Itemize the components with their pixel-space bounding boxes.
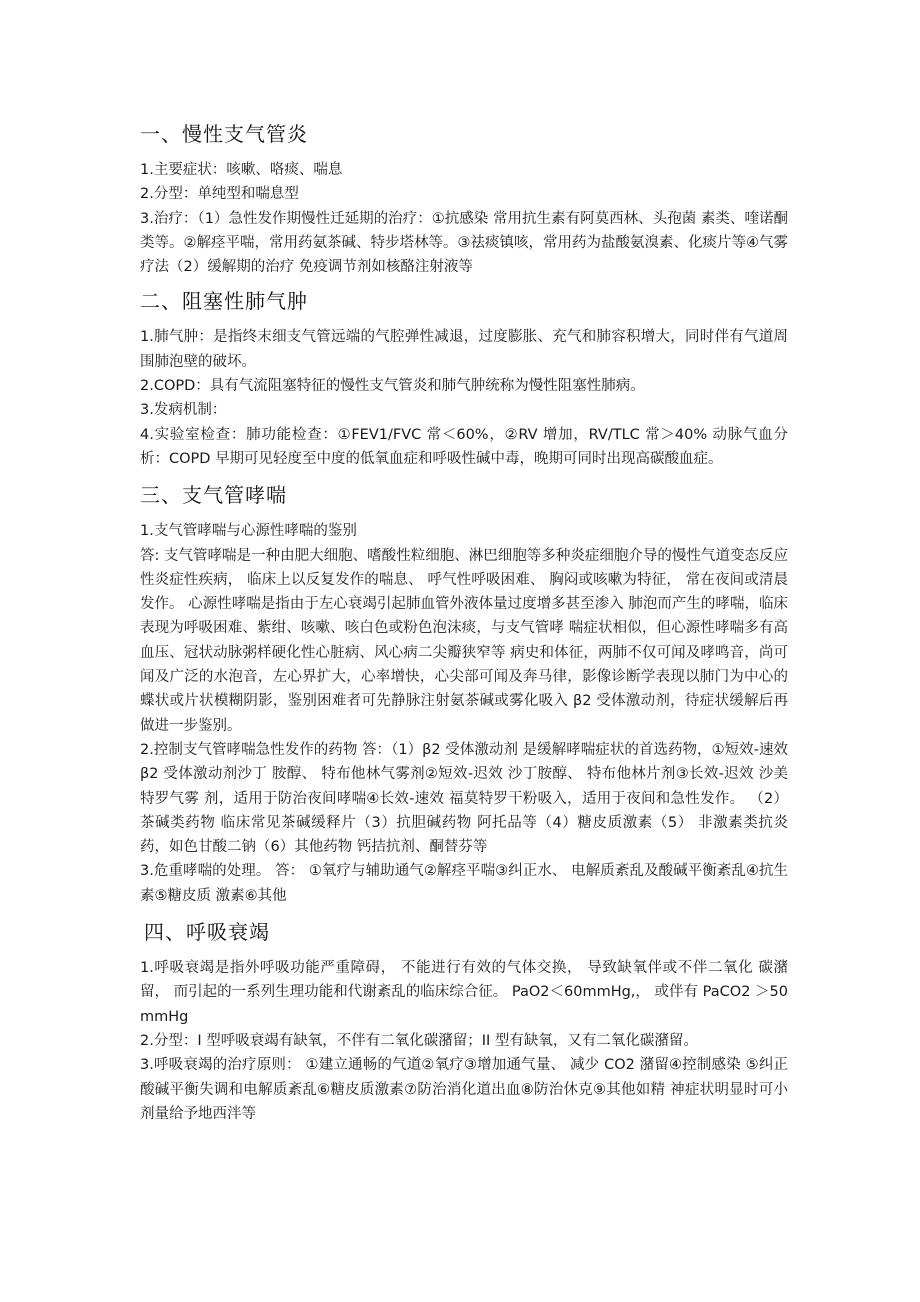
section-heading: 四、呼吸衰竭: [144, 920, 270, 945]
paragraph: 1.肺气肿：是指终末细支气管远端的气腔弹性减退，过度膨胀、充气和肺容积增大，同时伴有气道周围肺泡壁的破坏。: [140, 329, 788, 370]
paragraph: 3.呼吸衰竭的治疗原则： ①建立通畅的气道②氧疗③增加通气量、 减少 CO2 潴留④控制感染 ⑤纠正酸碱平衡失调和电解质紊乱⑥糖皮质激素⑦防治消化道出血⑧防治休克⑨其他如精 神症状明显时可小剂量给予地西泮等: [140, 1057, 788, 1122]
paragraph: 3.发病机制：: [140, 402, 227, 419]
paragraph: 答: 支气管哮喘是一种由肥大细胞、嗜酸性粒细胞、淋巴细胞等多种炎症细胞介导的慢性气道变态反应性炎症性疾病， 临床上以反复发作的喘息、 呼气性呼吸困难、 胸闷或咳嗽为特征， 常在夜间或清晨发作。 心源性哮喘是指由于左心衰竭引起肺血管外液体量过度增多甚至渗入 肺泡而产生的哮喘，临床表现为呼吸困难、紫绀、咳嗽、咳白色或粉色泡沫痰，与支气管哮 喘症状相似，但心源性哮喘多有高血压、冠状动脉粥样硬化性心脏病、风心病二尖瓣狭窄等 病史和体征，两肺不仅可闻及哮鸣音，尚可闻及广泛的水泡音，左心界扩大，心率增快，心尖部可闻及奔马律，影像诊断学表现以肺门为中心的蝶状或片状模糊阴影，鉴别困难者可先静脉注射氨茶碱或雾化吸入 β2 受体激动剂，待症状缓解后再做进一步鉴别。: [140, 547, 788, 734]
paragraph: 2.分型：I 型呼吸衰竭有缺氧，不伴有二氧化碳潴留；II 型有缺氧，又有二氧化碳潴留。: [140, 1032, 698, 1049]
section-heading: 三、支气管哮喘: [140, 483, 287, 508]
section-chronic-bronchitis: [140, 118, 788, 279]
paragraph: 1.主要症状：咳嗽、咯痰、喘息: [140, 162, 343, 178]
section-obstructive-emphysema: [140, 285, 788, 471]
paragraph: 1.呼吸衰竭是指外呼吸功能严重障碍， 不能进行有效的气体交换， 导致缺氧伴或不伴二氧化 碳潴留， 而引起的一系列生理功能和代谢紊乱的临床综合征。 PaO2＜60mmHg,， 或伴有 PaCO2 ＞50mmHg: [140, 960, 788, 1025]
section-heading: 一、慢性支气管炎: [140, 122, 308, 146]
paragraph: 3.危重哮喘的处理。 答： ①氧疗与辅助通气②解痉平喘③纠正水、 电解质紊乱及酸碱平衡紊乱④抗生素⑤糖皮质 激素⑥其他: [140, 863, 788, 904]
paragraph: 2.COPD：具有气流阻塞特征的慢性支气管炎和肺气肿统称为慢性阻塞性肺病。: [140, 378, 645, 395]
document-page: [140, 118, 788, 1126]
paragraph: 4.实验室检查：肺功能检查：①FEV1/FVC 常＜60%，②RV 增加，RV/TLC 常＞40% 动脉气血分析：COPD 早期可见轻度至中度的低氧血症和呼吸性碱中毒，晚期可同时出现高碳酸血症。: [140, 426, 788, 467]
section-bronchial-asthma: [140, 479, 788, 908]
section-respiratory-failure: [140, 916, 788, 1126]
paragraph: 1.支气管哮喘与心源性哮喘的鉴别: [140, 523, 357, 540]
paragraph: 3.治疗：（1）急性发作期慢性迁延期的治疗：①抗感染 常用抗生素有阿莫西林、头孢菌 素类、喹诺酮类等。②解痉平喘，常用药氨茶碱、特步塔林等。③祛痰镇咳，常用药为盐酸氨溴素、化痰片等④气雾疗法（2）缓解期的治疗 免疫调节剂如核酪注射液等: [140, 210, 788, 276]
section-heading: 二、阻塞性肺气肿: [140, 289, 308, 314]
paragraph: 2.控制支气管哮喘急性发作的药物 答：（1）β2 受体激动剂 是缓解哮喘症状的首选药物，①短效-速效 β2 受体激动剂沙丁 胺醇、 特布他林气雾剂②短效-迟效 沙丁胺醇、 特布他林片剂③长效-迟效 沙美特罗气雾 剂，适用于防治夜间哮喘④长效-速效 福莫特罗干粉吸入，适用于夜间和急性发作。 （2）茶碱类药物 临床常见茶碱缓释片（3）抗胆碱药物 阿托品等（4）糖皮质激素（5） 非激素类抗炎药，如色甘酸二钠（6）其他药物 钙拮抗剂、酮替芬等: [140, 741, 788, 856]
paragraph: 2.分型：单纯型和喘息型: [140, 186, 299, 203]
